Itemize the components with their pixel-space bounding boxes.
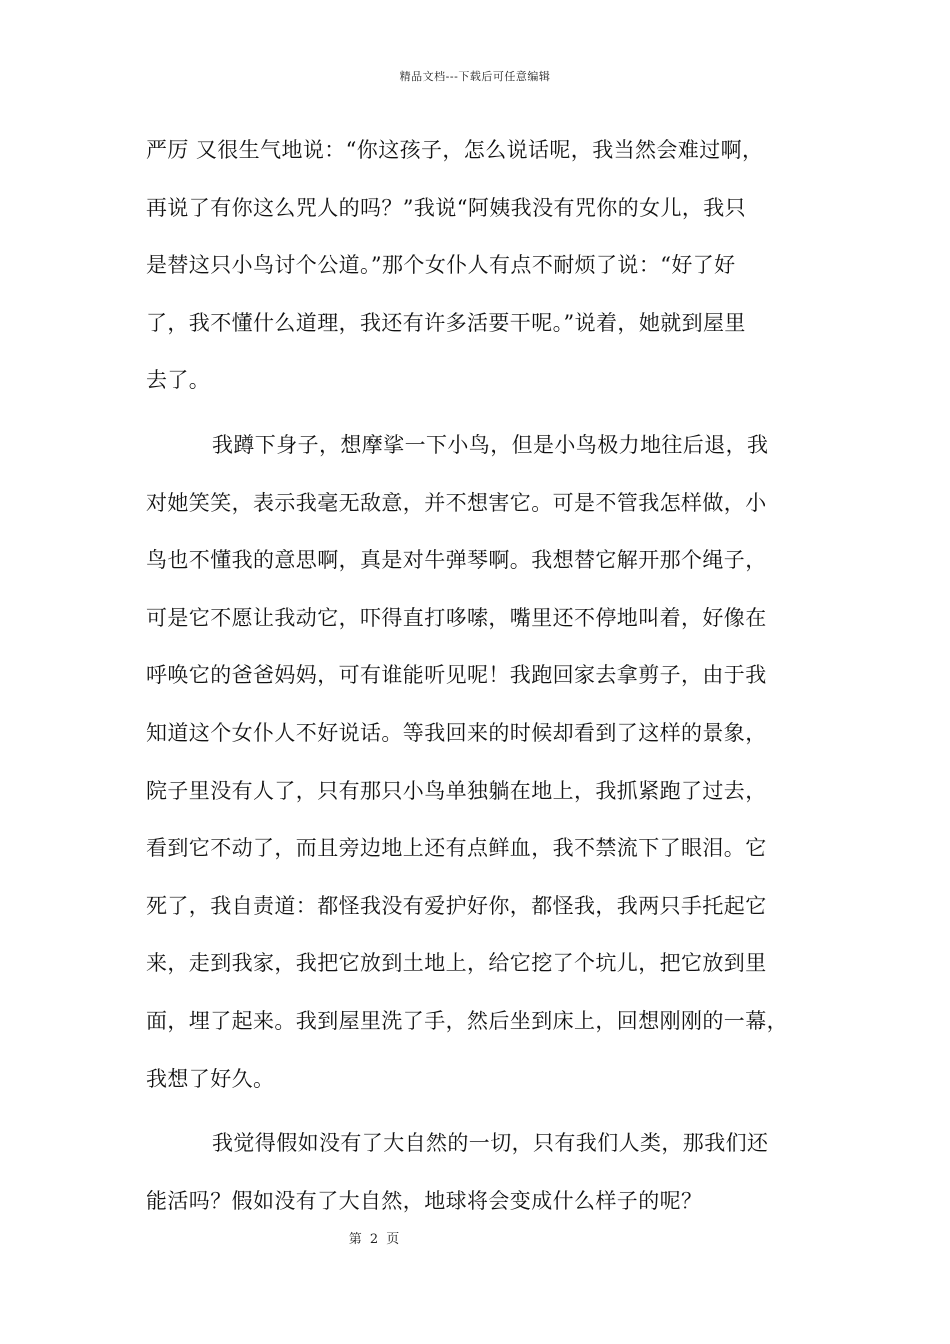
text-line: 我想了好久。 bbox=[146, 1066, 275, 1091]
text-line: 面，埋了起来。我到屋里洗了手，然后坐到床上，回想刚刚的一幕， bbox=[146, 1008, 788, 1033]
text-line: 鸟也不懂我的意思啊，真是对牛弹琴啊。我想替它解开那个绳子， bbox=[146, 548, 767, 573]
text-line: 看到它不动了，而且旁边地上还有点鲜血，我不禁流下了眼泪。它 bbox=[146, 836, 767, 861]
document-body bbox=[146, 122, 818, 1230]
text-line: 来，走到我家，我把它放到土地上，给它挖了个坑儿，把它放到里 bbox=[146, 951, 767, 976]
paragraph-1 bbox=[146, 122, 818, 410]
text-line: 我蹲下身子，想摩挲一下小鸟，但是小鸟极力地往后退，我 bbox=[212, 432, 769, 457]
text-line: 院子里没有人了，只有那只小鸟单独躺在地上，我抓紧跑了过去， bbox=[146, 778, 767, 803]
text-line: 了，我不懂什么道理，我还有许多活要干呢。”说着，她就到屋里 bbox=[146, 310, 746, 335]
paragraph-3 bbox=[146, 1115, 818, 1230]
text-line: 是替这只小鸟讨个公道。”那个女仆人有点不耐烦了说：“好了好 bbox=[146, 253, 736, 278]
page-header: 精品文档---下载后可任意编辑 bbox=[399, 70, 551, 83]
text-line: 可是它不愿让我动它，吓得直打哆嗦，嘴里还不停地叫着，好像在 bbox=[146, 605, 767, 630]
paragraph-spacer bbox=[146, 1108, 818, 1115]
text-line: 对她笑笑，表示我毫无敌意，并不想害它。可是不管我怎样做，小 bbox=[146, 490, 767, 515]
text-line: 死了，我自责道：都怪我没有爱护好你，都怪我，我两只手托起它 bbox=[146, 893, 767, 918]
page-number: 第 2 页 bbox=[348, 1232, 402, 1247]
text-line: 能活吗？假如没有了大自然，地球将会变成什么样子的呢？ bbox=[146, 1188, 703, 1213]
text-line: 我觉得假如没有了大自然的一切，只有我们人类，那我们还 bbox=[212, 1131, 769, 1156]
text-line: 去了。 bbox=[146, 368, 211, 393]
paragraph-spacer bbox=[146, 410, 818, 417]
text-line: 再说了有你这么咒人的吗？”我说“阿姨我没有咒你的女儿，我只 bbox=[146, 195, 747, 220]
paragraph-2 bbox=[146, 417, 818, 1108]
text-line: 严厉 又很生气地说：“你这孩子，怎么说话呢，我当然会难过啊， bbox=[146, 138, 764, 162]
text-line: 知道这个女仆人不好说话。等我回来的时候却看到了这样的景象， bbox=[146, 720, 767, 745]
text-line: 呼唤它的爸爸妈妈，可有谁能听见呢！我跑回家去拿剪子，由于我 bbox=[146, 663, 767, 688]
